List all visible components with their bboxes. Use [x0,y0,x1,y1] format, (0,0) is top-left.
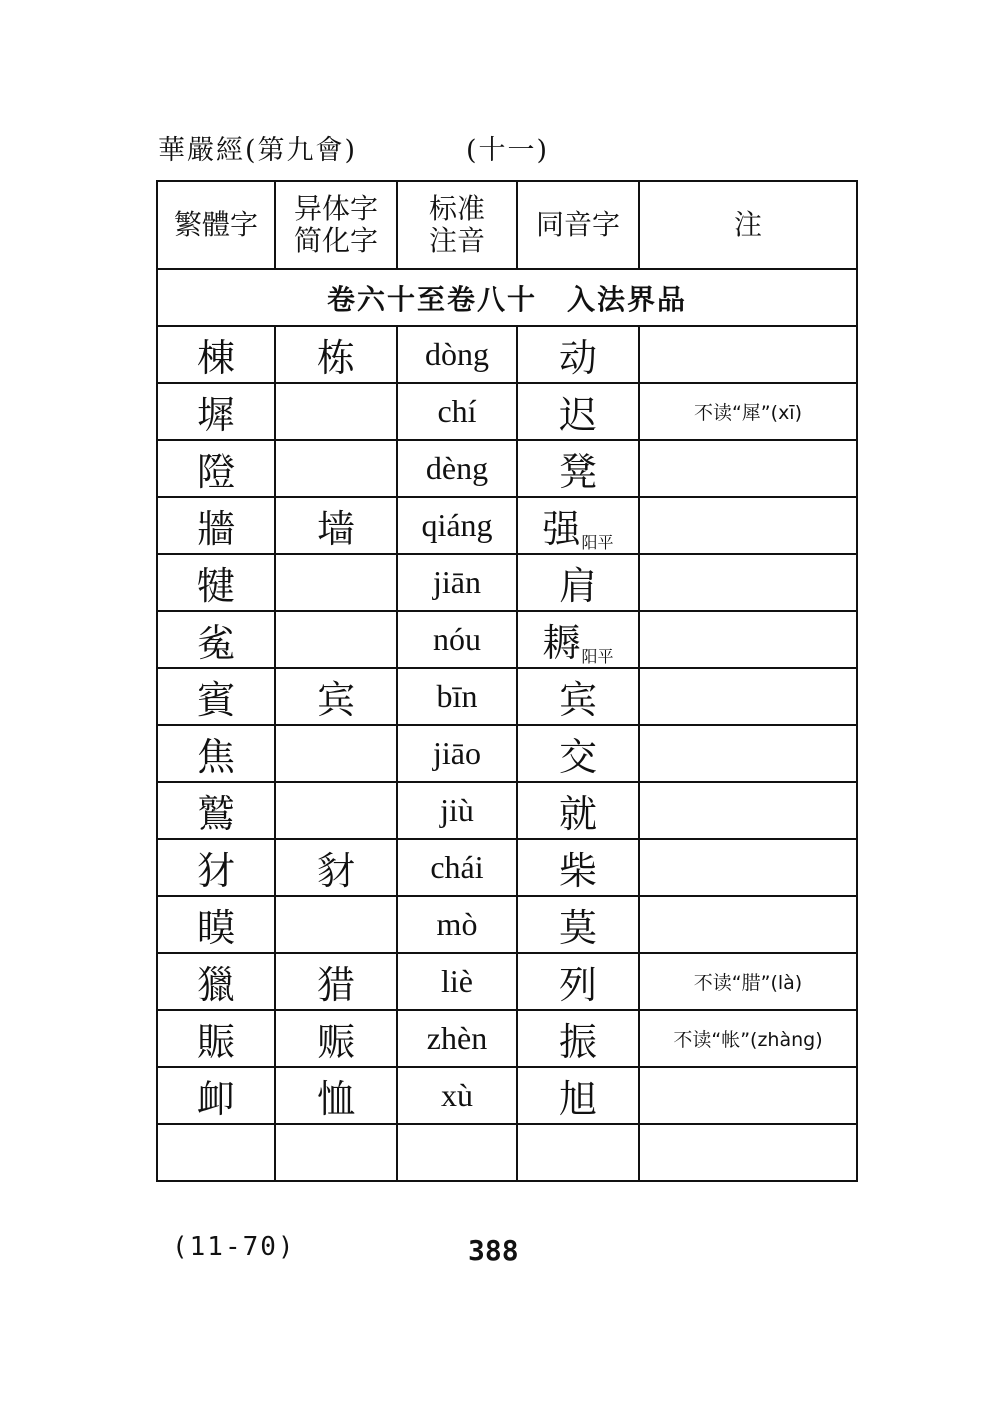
variant-char [275,1067,397,1124]
traditional-char-text: 焦 [196,735,235,779]
tone-mark: 阳平 [581,647,614,666]
variant-char [275,1010,397,1067]
table-row [157,611,857,668]
homophone-text: 耨 [542,621,581,665]
homophone [517,953,639,1010]
page-number: 388 [468,1234,519,1267]
traditional-char [157,782,275,839]
homophone [517,896,639,953]
col-header-variant: 异体字 简化字 [275,181,397,269]
table-row [157,497,857,554]
traditional-char [157,725,275,782]
table-row [157,725,857,782]
pinyin-text: zhèn [426,1020,488,1056]
homophone-text: 迟 [558,393,597,437]
variant-char-text: 墙 [316,507,355,551]
pinyin [397,497,517,554]
variant-char [275,668,397,725]
traditional-char-text: 牆 [196,507,235,551]
note [639,953,857,1010]
pinyin-text: chí [437,393,477,429]
pinyin-text: dòng [425,336,489,372]
traditional-char [157,896,275,953]
traditional-char-text: 賑 [196,1020,235,1064]
note [639,896,857,953]
table-body [157,326,857,1181]
pinyin-text: xù [441,1077,473,1113]
variant-char [275,554,397,611]
variant-char [275,896,397,953]
pinyin [397,554,517,611]
section-row [157,269,857,326]
variant-char [275,782,397,839]
homophone-text: 就 [558,792,597,836]
traditional-char-text: 鷲 [196,792,235,836]
traditional-char [157,383,275,440]
footer-code: (11-70) [172,1232,296,1262]
traditional-char-text: 犲 [196,849,235,893]
pinyin [397,1067,517,1124]
homophone-text: 旭 [558,1077,597,1121]
table-row [157,668,857,725]
note [639,326,857,383]
homophone [517,611,639,668]
table-row [157,953,857,1010]
homophone-text: 宾 [558,678,597,722]
pinyin [397,326,517,383]
note-text: 不读“犀”(xī) [693,402,803,424]
traditional-char [157,611,275,668]
pinyin [397,383,517,440]
pinyin-text: liè [441,963,473,999]
traditional-char [157,554,275,611]
note [639,1010,857,1067]
variant-char-text: 豺 [316,849,355,893]
note-text: 不读“帐”(zhàng) [673,1029,823,1051]
table-row [157,896,857,953]
variant-char-text: 宾 [316,678,355,722]
pinyin-text: chái [430,849,484,885]
variant-char-text: 恤 [316,1077,355,1121]
traditional-char-text: 墀 [196,393,235,437]
pinyin-text: jiān [433,564,481,600]
homophone-text: 凳 [558,450,597,494]
traditional-char-text: 犍 [196,564,235,608]
homophone [517,497,639,554]
table-row [157,326,857,383]
table-row [157,839,857,896]
homophone [517,440,639,497]
variant-char [275,497,397,554]
table-row [157,440,857,497]
variant-char [275,440,397,497]
traditional-char-text: 卹 [196,1077,235,1121]
traditional-char [157,326,275,383]
variant-char [275,725,397,782]
homophone-text: 振 [558,1020,597,1064]
table-row [157,383,857,440]
traditional-char [157,497,275,554]
pinyin [397,782,517,839]
variant-char-text: 猎 [316,963,355,1007]
header-row [157,181,857,269]
homophone-text: 动 [558,336,597,380]
homophone-text: 肩 [558,564,597,608]
pinyin-text: mò [436,906,478,942]
table-row [157,1067,857,1124]
traditional-char [157,1124,275,1181]
note [639,554,857,611]
traditional-char [157,440,275,497]
pinyin [397,440,517,497]
note [639,611,857,668]
note [639,497,857,554]
traditional-char-text: 隥 [196,450,235,494]
note [639,383,857,440]
traditional-char-text: 㝹 [196,621,235,665]
pinyin [397,1010,517,1067]
homophone [517,383,639,440]
pinyin [397,611,517,668]
pinyin [397,725,517,782]
section-title: 卷六十至卷八十 入法界品 [157,269,857,326]
variant-char-text: 栋 [316,336,355,380]
homophone-text: 柴 [558,849,597,893]
table-row [157,782,857,839]
pinyin-text: jiù [440,792,474,828]
section-number: (十一) [466,135,550,166]
pinyin-text: jiāo [433,735,481,771]
col-header-traditional: 繁體字 [157,181,275,269]
traditional-char-text: 瞙 [196,906,235,950]
pinyin-text: dèng [425,450,489,486]
pinyin [397,668,517,725]
variant-char [275,326,397,383]
traditional-char [157,1010,275,1067]
traditional-char [157,953,275,1010]
variant-char [275,1124,397,1181]
traditional-char [157,1067,275,1124]
pinyin-text: qiáng [421,507,493,543]
homophone [517,725,639,782]
traditional-char [157,668,275,725]
homophone [517,554,639,611]
note [639,782,857,839]
traditional-char-text: 獵 [196,963,235,1007]
book-title: 華嚴經(第九會) [158,135,358,166]
table-row [157,1010,857,1067]
col-header-homophone: 同音字 [517,181,639,269]
variant-char [275,611,397,668]
pinyin [397,896,517,953]
tone-mark: 阳平 [581,533,614,552]
homophone [517,1010,639,1067]
table-row [157,554,857,611]
homophone-text: 交 [558,735,597,779]
homophone [517,668,639,725]
traditional-char [157,839,275,896]
pinyin-text: bīn [436,678,478,714]
variant-char [275,839,397,896]
homophone [517,839,639,896]
note [639,668,857,725]
pinyin [397,953,517,1010]
homophone [517,1067,639,1124]
table-row [157,1124,857,1181]
note [639,1124,857,1181]
traditional-char-text: 棟 [196,336,235,380]
homophone-text: 列 [558,963,597,1007]
note [639,440,857,497]
pinyin [397,1124,517,1181]
variant-char [275,383,397,440]
variant-char-text: 赈 [316,1020,355,1064]
note [639,1067,857,1124]
homophone-text: 莫 [558,906,597,950]
note-text: 不读“腊”(là) [693,972,803,994]
note [639,725,857,782]
traditional-char-text: 賓 [196,678,235,722]
homophone-text: 强 [542,507,581,551]
pinyin [397,839,517,896]
note [639,839,857,896]
homophone [517,1124,639,1181]
page-header [158,128,550,167]
pinyin-text: nóu [433,621,481,657]
homophone [517,782,639,839]
variant-char [275,953,397,1010]
homophone [517,326,639,383]
col-header-note: 注 [639,181,857,269]
col-header-pinyin: 标准 注音 [397,181,517,269]
glossary-table [156,180,858,1182]
